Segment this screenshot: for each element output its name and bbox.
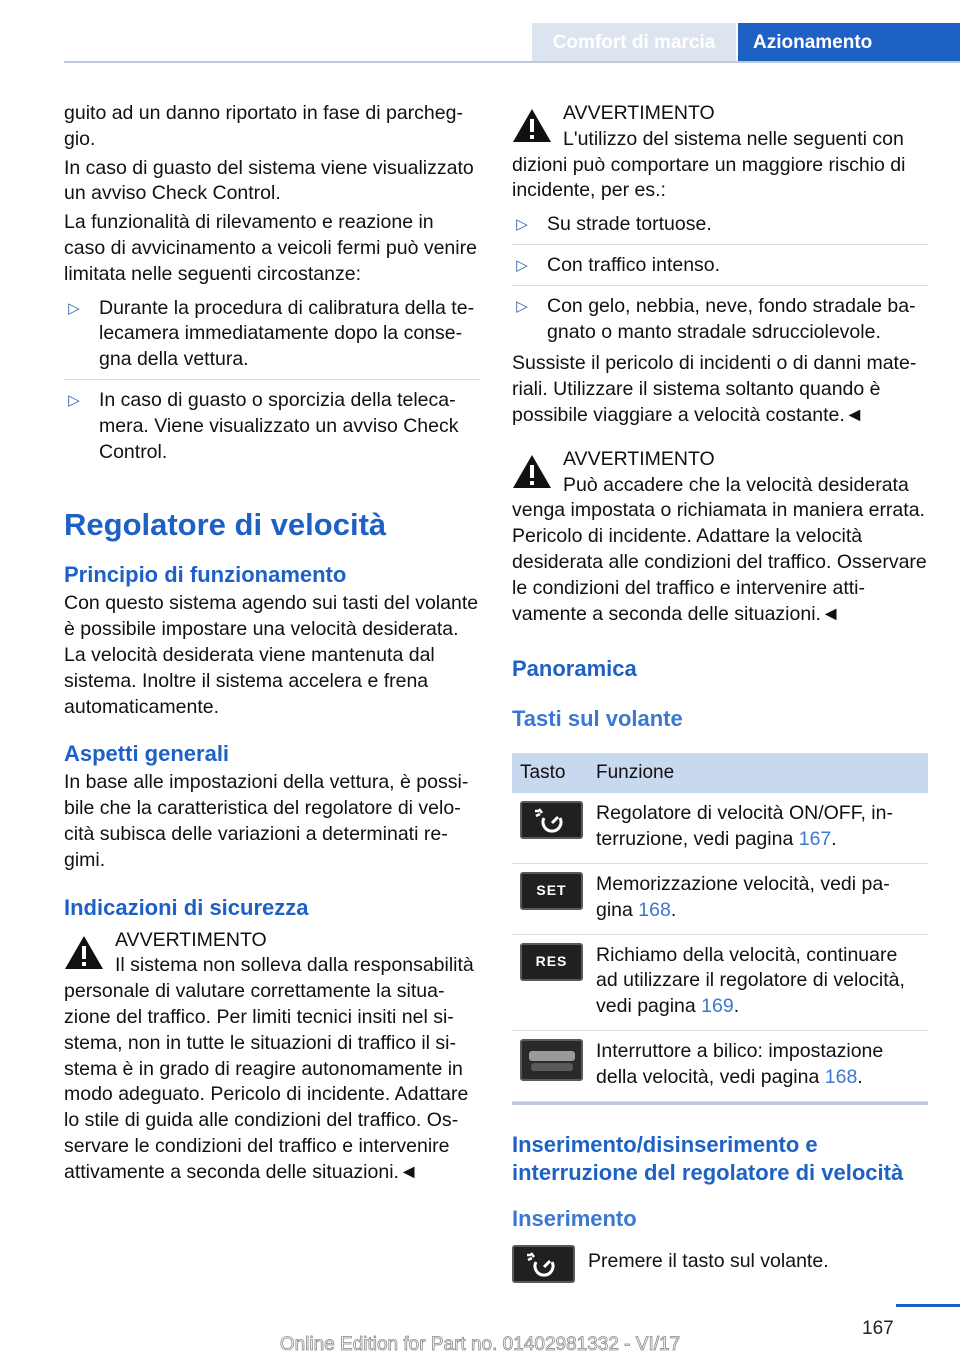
- paragraph: Con questo sistema agendo sui tasti del volante è possibile impostare una velocità desiderata. La velocità desiderata viene mantenuta dal sistema. Inoltre il sistema accelera e frena automaticamente.: [64, 592, 479, 718]
- warning-triangle-icon: [512, 453, 552, 489]
- warning-text: Può accadere che la velocità desiderata: [563, 473, 909, 496]
- table-row: RES Richiamo della velocità, continuare ad utilizzare il regolatore di velocità, vedi pagina 169.: [512, 934, 928, 1030]
- page-link[interactable]: 168: [638, 898, 671, 921]
- footer-rule: [896, 1304, 960, 1307]
- set-button-icon: SET: [520, 872, 583, 910]
- page-link[interactable]: 168: [824, 1065, 858, 1088]
- paragraph: guito ad un danno riportato in fase di parcheggio.: [64, 102, 463, 150]
- paragraph: In caso di guasto del sistema viene visualizzato un avviso Check Control.: [64, 156, 474, 205]
- bullet-list: [512, 212, 928, 351]
- res-button-icon: RES: [520, 943, 583, 981]
- bullet-triangle-icon: ▷: [68, 391, 80, 409]
- right-column: [512, 101, 928, 1274]
- warning-text: personale di valutare correttamente la situazione del traffico. Per limiti tecnici insiti nel sistema, non in tutte le situazioni di traffico il sistema è in grado di reagire autonomamente in modo adeguato. Pericolo di incidente. Adattare lo stile di guida alle condizioni del traffico. Osservare le condizioni del traffico e intervenire attivamente a seconda delle situazioni.◄: [64, 980, 469, 1183]
- paragraph: In base alle impostazioni della vettura, è possibile che la caratteristica del regolatore di velocità subisca delle variazioni a determinati regimi.: [64, 771, 469, 871]
- bullet-triangle-icon: ▷: [516, 216, 528, 234]
- warning-triangle-icon: [512, 107, 552, 143]
- bullet-triangle-icon: ▷: [516, 297, 528, 315]
- list-item: ▷ Durante la procedura di calibratura della telecamera immediatamente dopo la consegna della vettura.: [64, 296, 480, 380]
- heading-tasti: Tasti sul volante: [512, 706, 683, 732]
- section-title: Regolatore di velocità: [64, 507, 387, 543]
- bullet-triangle-icon: ▷: [516, 256, 528, 274]
- heading-principio: Principio di funzionamento: [64, 562, 347, 588]
- table-row: Interruttore a bilico: impostazione della velocità, vedi pagina 168.: [512, 1030, 928, 1101]
- warning-box: [64, 928, 480, 1186]
- page-link[interactable]: 169: [701, 995, 734, 1018]
- warning-heading: AVVERTIMENTO: [563, 102, 715, 124]
- list-item: ▷ In caso di guasto o sporcizia della telecamera. Viene visualizzato un avviso Check Control.: [64, 388, 480, 471]
- instruction-text: Premere il tasto sul volante.: [588, 1249, 829, 1272]
- warning-text: L'utilizzo del sistema nelle seguenti con: [563, 127, 904, 150]
- warning-triangle-icon: [64, 934, 104, 970]
- table-header-row: [512, 753, 928, 793]
- page-link[interactable]: 167: [798, 828, 832, 851]
- list-item: ▷ Con gelo, nebbia, neve, fondo stradale bagnato o manto stradale sdrucciolevole.: [512, 294, 928, 352]
- edition-watermark: Online Edition for Part no. 01402981332 - VI/17: [279, 1334, 681, 1355]
- warning-text: dizioni può comportare un maggiore rischio di incidente, per es.:: [512, 153, 906, 202]
- column-header: Tasto: [512, 753, 588, 793]
- table-row: Regolatore di velocità ON/OFF, interruzione, vedi pagina 167.: [512, 793, 928, 863]
- table-row: SET Memorizzazione velocità, vedi pagina 168.: [512, 863, 928, 934]
- warning-heading: AVVERTIMENTO: [563, 447, 715, 470]
- header-tab-azionamento: Azionamento: [738, 23, 960, 63]
- warning-box: [512, 447, 928, 628]
- heading-inserimento-disinserimento: Inserimento/disinserimento e interruzione del regolatore di velocità: [512, 1131, 904, 1185]
- cruise-power-button-icon: [520, 801, 583, 839]
- paragraph: Sussiste il pericolo di incidenti o di danni materiali. Utilizzare il sistema soltanto quando è possibile viaggiare a velocità costante.◄: [512, 352, 917, 426]
- warning-box: [512, 101, 928, 204]
- cruise-power-button-icon: [512, 1245, 575, 1283]
- table-end-rule: [512, 1102, 928, 1105]
- warning-text: Il sistema non solleva dalla responsabilità: [115, 954, 474, 977]
- keys-table: [512, 753, 928, 1101]
- rocker-switch-icon: [520, 1039, 583, 1081]
- header-rule: [64, 61, 960, 63]
- instruction: [512, 1241, 928, 1275]
- bullet-triangle-icon: ▷: [68, 299, 80, 317]
- page-number: 167: [862, 1318, 894, 1339]
- heading-sicurezza: Indicazioni di sicurezza: [64, 894, 309, 920]
- header-tab-comfort: Comfort di marcia: [532, 23, 736, 63]
- warning-heading: AVVERTIMENTO: [115, 928, 267, 951]
- bullet-list: [64, 296, 480, 472]
- heading-aspetti: Aspetti generali: [64, 741, 230, 767]
- column-header: Funzione: [588, 753, 928, 793]
- warning-text: venga impostata o richiamata in maniera errata. Pericolo di incidente. Adattare la velocità desiderata alle condizioni del traffico. Osservare le condizioni del traffico e intervenire attivamente a seconda delle situazioni.◄: [512, 499, 927, 625]
- list-item: ▷ Con traffico intenso.: [512, 253, 928, 286]
- left-column: [64, 101, 480, 1186]
- paragraph: La funzionalità di rilevamento e reazione in caso di avvicinamento a veicoli fermi può venire limitata nelle seguenti circostanze:: [64, 211, 477, 285]
- heading-inserimento: Inserimento: [512, 1205, 637, 1231]
- heading-panoramica: Panoramica: [512, 656, 637, 682]
- list-item: ▷ Su strade tortuose.: [512, 212, 928, 245]
